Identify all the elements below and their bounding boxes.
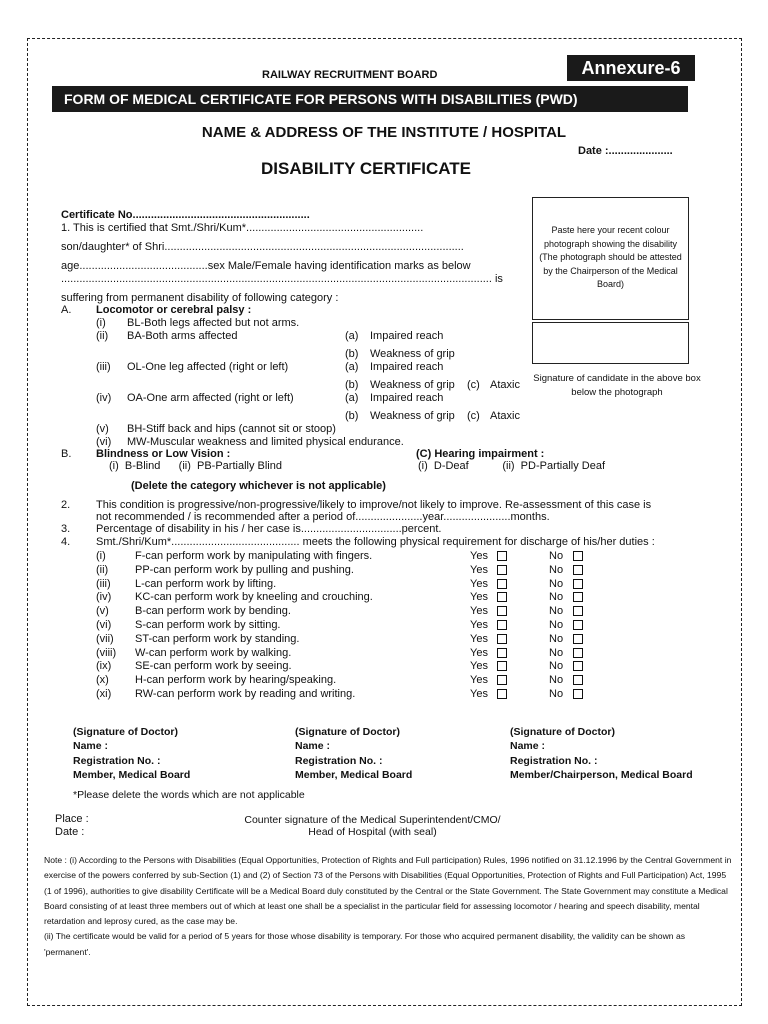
requirement-number: (iii)	[96, 577, 111, 590]
requirement-line: Smt./Shri/Kum*.......................................... meets the following physical requirement for discharge of his/her duties :	[96, 536, 655, 548]
no-checkbox[interactable]	[573, 675, 583, 685]
requirement-number: (iv)	[96, 591, 112, 604]
requirement-text: B-can perform work by bending.	[135, 605, 291, 618]
annexure-label: Annexure-6	[567, 55, 695, 81]
impaired-reach: Impaired reach	[370, 361, 444, 373]
suffering-line: suffering from permanent disability of following category :	[61, 292, 339, 304]
category-b-title: Blindness or Low Vision :	[96, 448, 231, 460]
yes-label: Yes	[470, 550, 488, 562]
sub-a: (a)	[345, 392, 359, 404]
age-line: age..........................................sex Male/Female having identification marks as below	[61, 260, 471, 272]
delete-words-note: *Please delete the words which are not applicable	[73, 789, 305, 801]
doctor-name: Name :	[73, 740, 109, 753]
yes-label: Yes	[470, 660, 488, 673]
impaired-reach: Impaired reach	[370, 392, 444, 404]
note-2: (ii) The certificate would be valid for a period of 5 years for those whose disability is temporary. For those who acquired permanent disability, the validity can be shown as 'permanent'.	[44, 931, 686, 957]
weakness-of-grip: Weakness of grip	[370, 348, 455, 360]
no-checkbox[interactable]	[573, 579, 583, 589]
weakness-of-grip: Weakness of grip	[370, 379, 455, 391]
reassessment-line: not recommended / is recommended after a period of......................year......................months.	[96, 511, 550, 523]
note-1: Note : (i) According to the Persons with Disabilities (Equal Opportunities, Protection of Rights and Full participation) Rules, 1996 notified on 31.12.1996 by the Central Government in exercise of the powers conferred by sub-Section (1) and (2) of Section 73 of the Persons with Disabilities (Equal Opportunities, Protection of Rights and Full Participation) Act, 1995 (1 of 1996), authorities to give disability Certificate will be a Medical Board duly constituted by the Central or the State Government. The State Government may constitute a Medical Board consisting of at least three members out of which at least one shall be a specialist in the particular field for assessing locomotor / hearing and speech disability, mental retardation and leprosy cured, as the case may be.	[44, 855, 732, 927]
requirement-text: F-can perform work by manipulating with fingers.	[135, 550, 373, 562]
yes-checkbox[interactable]	[497, 661, 507, 671]
no-label: No	[549, 577, 564, 590]
no-label: No	[549, 605, 564, 618]
yes-checkbox[interactable]	[497, 565, 507, 575]
category-a-title: Locomotor or cerebral palsy :	[96, 304, 252, 316]
board-role: Member, Medical Board	[73, 768, 191, 781]
yes-label: Yes	[470, 632, 488, 645]
no-checkbox[interactable]	[573, 634, 583, 644]
category-a-number: A.	[61, 304, 72, 316]
ataxic: Ataxic	[490, 410, 520, 422]
item-number: (vi)	[96, 436, 112, 448]
requirement-text: H-can perform work by hearing/speaking.	[135, 674, 337, 687]
doctor-name: Name :	[510, 740, 546, 753]
locomotor-item-ba: BA-Both arms affected	[127, 330, 238, 342]
yes-checkbox[interactable]	[497, 579, 507, 589]
impaired-reach: Impaired reach	[370, 330, 444, 342]
board-role: Member, Medical Board	[295, 768, 413, 781]
requirement-text: W-can perform work by walking.	[135, 646, 292, 659]
requirement-number: (viii)	[96, 646, 117, 659]
photo-box-instructions: Paste here your recent colour photograph showing the disability (The photograph should be attested by the Chairperson of the Medical Board)	[539, 225, 682, 289]
registration-number: Registration No. :	[295, 754, 383, 767]
sub-c: (c)	[467, 410, 480, 422]
no-checkbox[interactable]	[573, 661, 583, 671]
locomotor-item-mw: MW-Muscular weakness and limited physical endurance.	[127, 436, 404, 448]
signature-caption: Signature of candidate in the above box below the photograph	[533, 373, 701, 398]
yes-label: Yes	[470, 577, 488, 590]
item-number: (iii)	[96, 361, 111, 373]
hearing-items: (i) D-Deaf (ii) PD-Partially Deaf	[418, 460, 606, 472]
candidate-signature-box[interactable]	[532, 322, 689, 364]
yes-checkbox[interactable]	[497, 620, 507, 630]
requirement-text: RW-can perform work by reading and writing.	[135, 688, 356, 700]
no-label: No	[549, 660, 564, 673]
registration-number: Registration No. :	[73, 754, 161, 767]
marks-line: ............................................................................................................................................. is	[61, 273, 503, 285]
no-label: No	[549, 688, 564, 700]
yes-checkbox[interactable]	[497, 551, 507, 561]
yes-label: Yes	[470, 591, 488, 604]
locomotor-item-oa: OA-One arm affected (right or left)	[127, 392, 294, 404]
counter-signature-line1: Counter signature of the Medical Superintendent/CMO/	[244, 814, 501, 826]
requirement-text: ST-can perform work by standing.	[135, 632, 300, 645]
percentage-line: Percentage of disability in his / her case is.................................percent.	[96, 523, 442, 535]
no-label: No	[549, 550, 564, 562]
yes-label: Yes	[470, 646, 488, 659]
para-2-number: 2.	[61, 499, 71, 511]
requirement-text: SE-can perform work by seeing.	[135, 660, 292, 673]
requirement-text: KC-can perform work by kneeling and crouching.	[135, 591, 373, 604]
requirement-number: (xi)	[96, 688, 112, 700]
certified-line: 1. This is certified that Smt./Shri/Kum*..........................................................	[61, 222, 424, 234]
place-label: Place :	[55, 813, 89, 825]
sub-c: (c)	[467, 379, 480, 391]
no-checkbox[interactable]	[573, 648, 583, 658]
para-4-number: 4.	[61, 536, 71, 548]
no-label: No	[549, 646, 564, 659]
institute-heading: NAME & ADDRESS OF THE INSTITUTE / HOSPITAL	[201, 124, 567, 141]
requirement-number: (x)	[96, 674, 109, 687]
board-role: Member/Chairperson, Medical Board	[510, 768, 693, 781]
no-checkbox[interactable]	[573, 592, 583, 602]
sub-b: (b)	[345, 348, 359, 360]
sub-a: (a)	[345, 330, 359, 342]
counter-signature-line2: Head of Hospital (with seal)	[308, 826, 437, 838]
sub-a: (a)	[345, 361, 359, 373]
no-label: No	[549, 674, 564, 687]
yes-checkbox[interactable]	[497, 592, 507, 602]
requirement-number: (vii)	[96, 632, 114, 645]
parent-line: son/daughter* of Shri..................................................................................................	[61, 241, 464, 253]
yes-checkbox[interactable]	[497, 634, 507, 644]
board-name: RAILWAY RECRUITMENT BOARD	[262, 69, 438, 81]
category-b-number: B.	[61, 448, 72, 460]
form-title: FORM OF MEDICAL CERTIFICATE FOR PERSONS WITH DISABILITIES (PWD)	[52, 86, 688, 112]
certificate-title: DISABILITY CERTIFICATE	[261, 159, 471, 178]
ataxic: Ataxic	[490, 379, 520, 391]
weakness-of-grip: Weakness of grip	[370, 410, 455, 422]
date-line: Date :.....................	[578, 145, 673, 157]
requirement-text: L-can perform work by lifting.	[135, 577, 277, 590]
yes-label: Yes	[470, 563, 488, 576]
no-checkbox[interactable]	[573, 551, 583, 561]
date-label: Date :	[55, 826, 85, 838]
no-label: No	[549, 563, 564, 576]
no-checkbox[interactable]	[573, 620, 583, 630]
blindness-items: (i) B-Blind (ii) PB-Partially Blind	[109, 460, 282, 472]
category-c-title: (C) Hearing impairment :	[416, 448, 545, 460]
no-checkbox[interactable]	[573, 565, 583, 575]
yes-checkbox[interactable]	[497, 648, 507, 658]
yes-checkbox[interactable]	[497, 606, 507, 616]
yes-label: Yes	[470, 605, 488, 618]
para-3-number: 3.	[61, 523, 71, 535]
footnote	[44, 853, 734, 960]
no-checkbox[interactable]	[573, 689, 583, 699]
sub-b: (b)	[345, 379, 359, 391]
no-label: No	[549, 632, 564, 645]
item-number: (ii)	[96, 330, 109, 342]
no-checkbox[interactable]	[573, 606, 583, 616]
requirement-text: PP-can perform work by pulling and pushing.	[135, 563, 354, 576]
delete-category-note: (Delete the category whichever is not applicable)	[131, 480, 386, 492]
sub-b: (b)	[345, 410, 359, 422]
item-number: (iv)	[96, 392, 112, 404]
certificate-number: Certificate No..........................................................	[61, 209, 310, 221]
locomotor-item-ol: OL-One leg affected (right or left)	[127, 361, 289, 373]
yes-checkbox[interactable]	[497, 675, 507, 685]
doctor-signature: (Signature of Doctor)	[510, 726, 615, 738]
no-label: No	[549, 619, 564, 631]
yes-label: Yes	[470, 619, 488, 631]
requirement-number: (ii)	[96, 563, 109, 576]
registration-number: Registration No. :	[510, 754, 598, 767]
yes-checkbox[interactable]	[497, 689, 507, 699]
yes-label: Yes	[470, 674, 488, 687]
photo-box[interactable]	[532, 197, 689, 320]
yes-label: Yes	[470, 688, 488, 700]
no-label: No	[549, 591, 564, 604]
doctor-signature: (Signature of Doctor)	[295, 726, 400, 738]
item-number: (i)	[96, 317, 106, 329]
requirement-number: (i)	[96, 550, 106, 562]
locomotor-item-bh: BH-Stiff back and hips (cannot sit or stoop)	[127, 423, 336, 435]
progression-line: This condition is progressive/non-progressive/likely to improve/not likely to improve. Re-assessment of this case is	[96, 499, 652, 511]
doctor-name: Name :	[295, 740, 331, 753]
item-number: (v)	[96, 423, 109, 435]
requirement-number: (ix)	[96, 660, 112, 673]
requirement-number: (v)	[96, 605, 109, 618]
locomotor-item-bl: BL-Both legs affected but not arms.	[127, 317, 300, 329]
doctor-signature: (Signature of Doctor)	[73, 726, 178, 738]
requirement-number: (vi)	[96, 619, 112, 631]
requirement-text: S-can perform work by sitting.	[135, 619, 281, 631]
